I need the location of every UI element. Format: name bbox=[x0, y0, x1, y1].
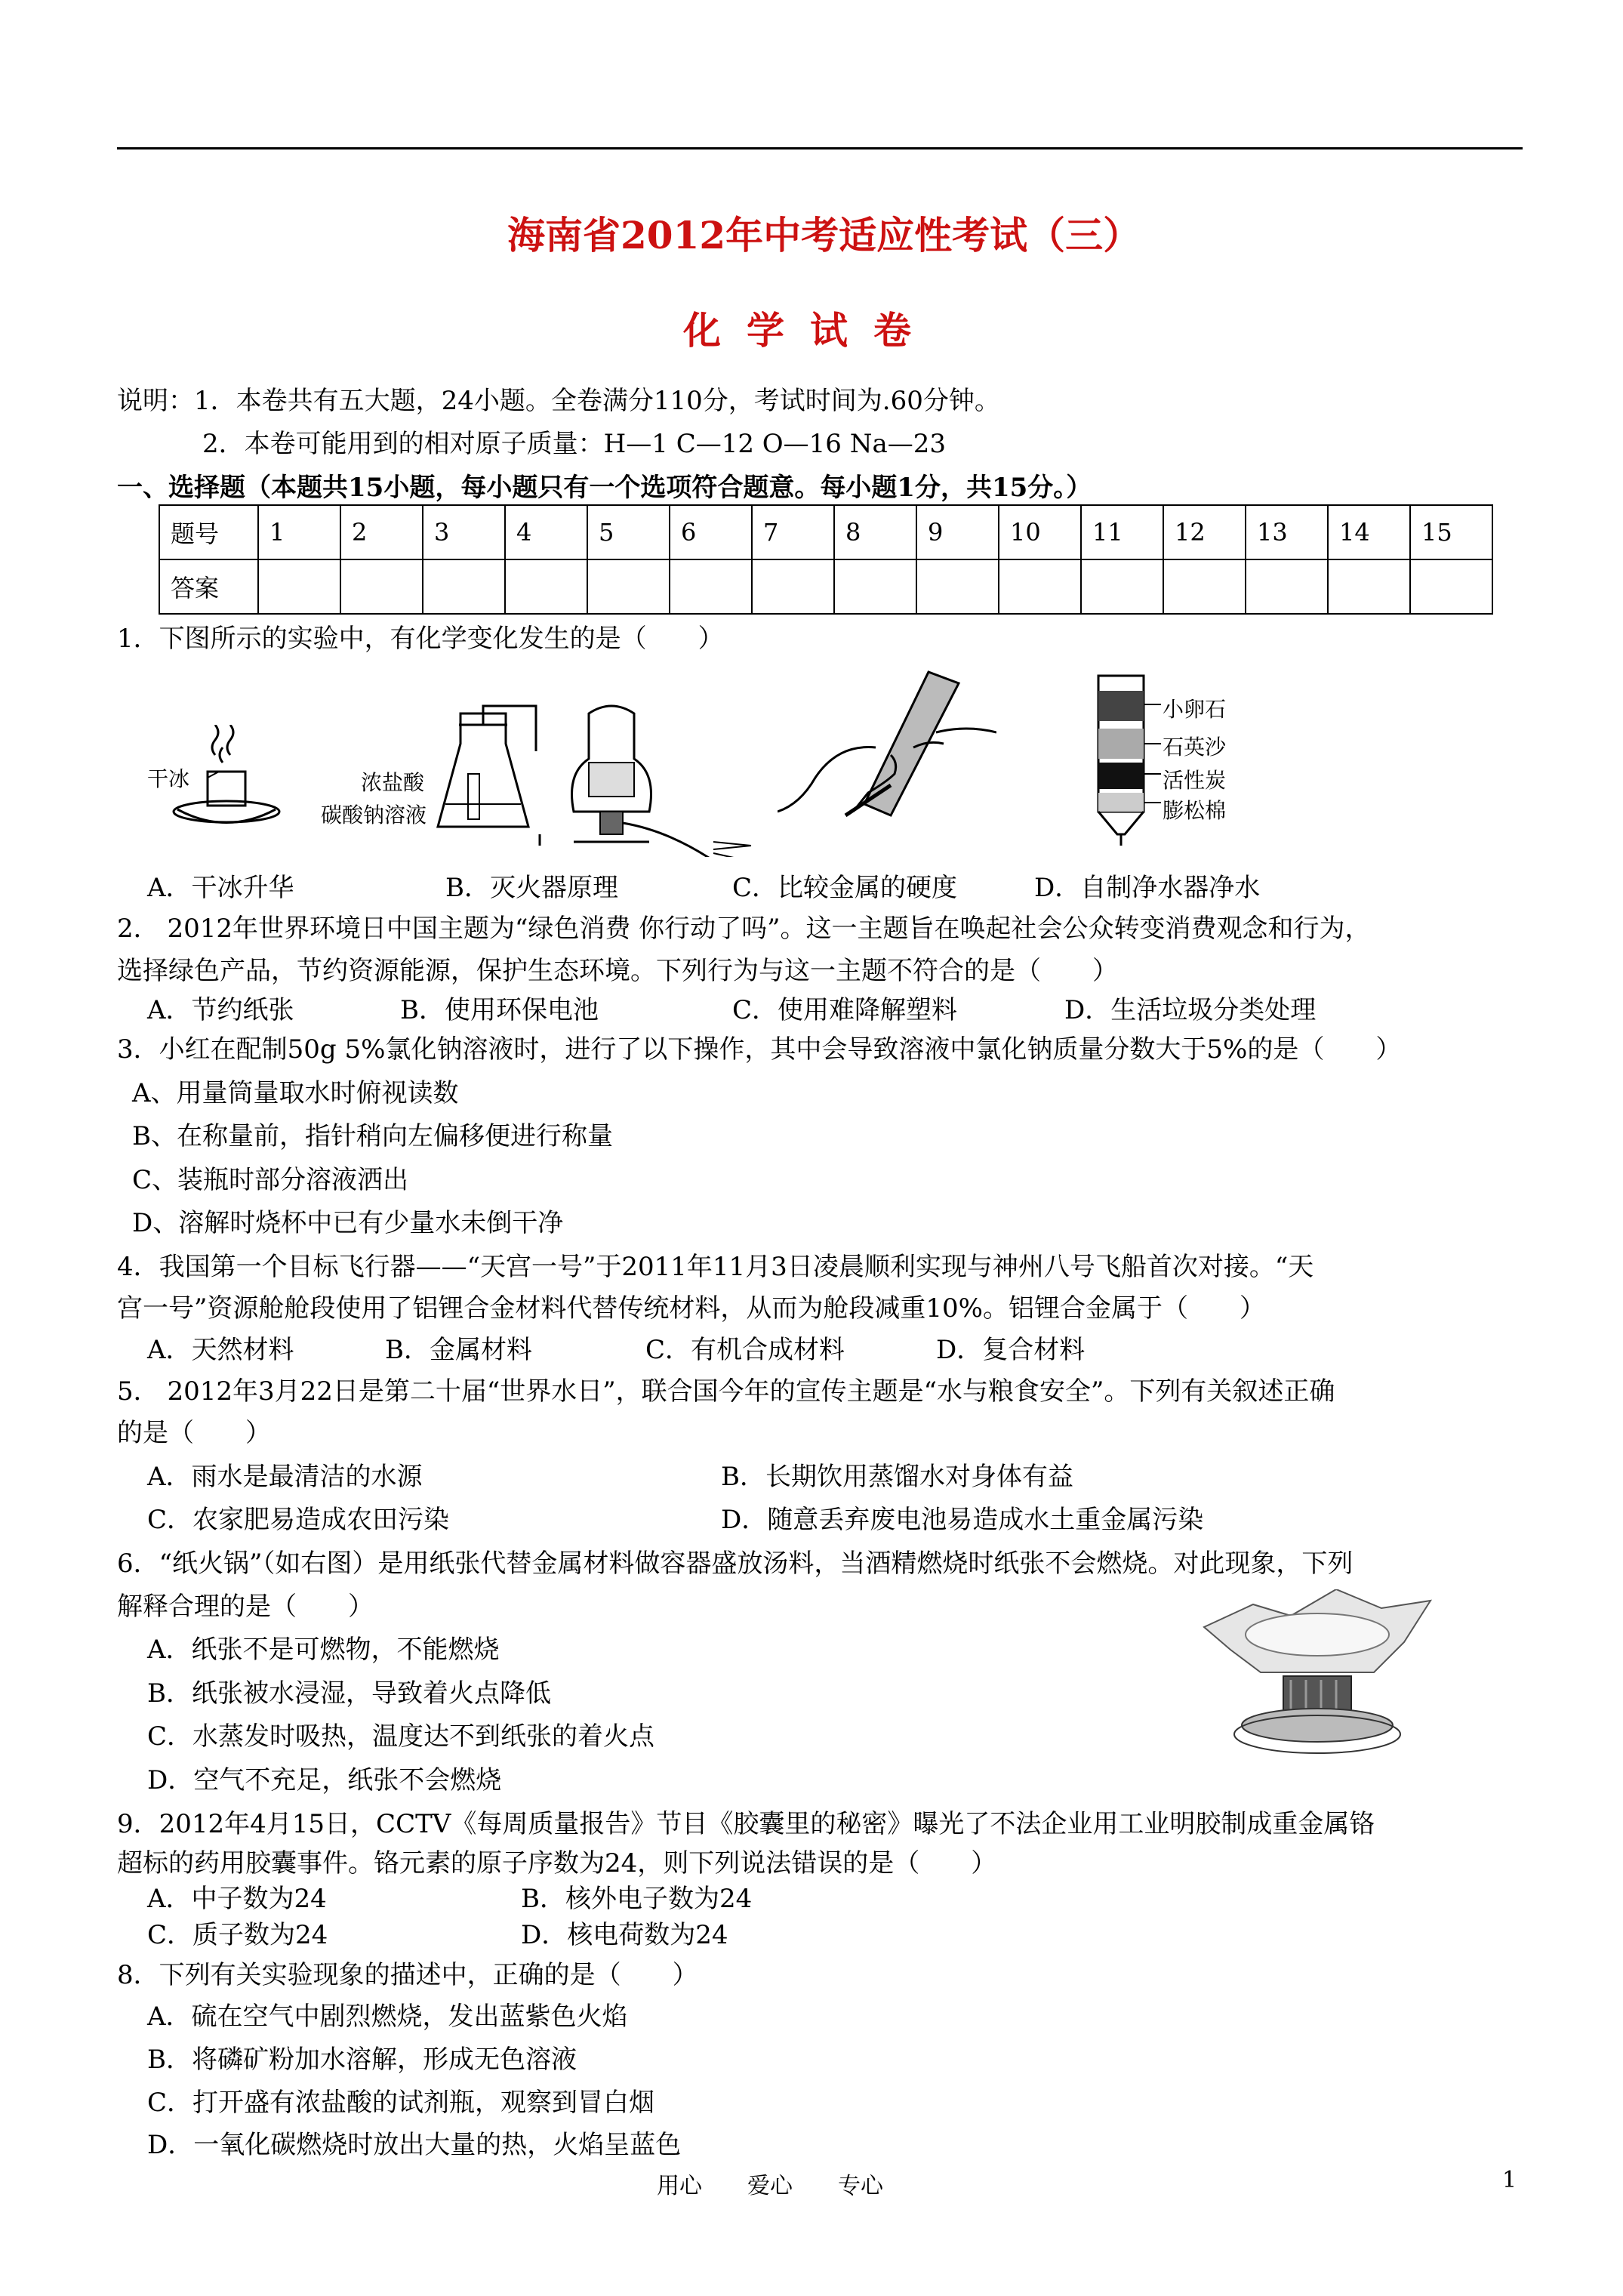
q9-option-c: C．质子数为24 bbox=[147, 1920, 328, 1950]
label-pebble: 小卵石 bbox=[1163, 697, 1227, 722]
q9-option-d: D．核电荷数为24 bbox=[521, 1920, 728, 1950]
q2-line-2: 选择绿色产品，节约资源能源，保护生态环境。下列行为与这一主题不符合的是（ ） bbox=[117, 956, 1118, 986]
top-rule bbox=[117, 147, 1523, 149]
label-hcl: 浓盐酸 bbox=[361, 770, 425, 795]
paper-hotpot-figure bbox=[1200, 1589, 1434, 1771]
q9-option-a: A．中子数为24 bbox=[147, 1884, 327, 1914]
answer-cell[interactable] bbox=[1410, 559, 1492, 614]
q8-stem: 8．下列有关实验现象的描述中，正确的是（ ） bbox=[117, 1960, 698, 1990]
q2-option-a: A．节约纸张 bbox=[147, 995, 294, 1025]
answer-cell[interactable] bbox=[1246, 559, 1328, 614]
answer-cell[interactable] bbox=[340, 559, 423, 614]
table-cell: 14 bbox=[1328, 505, 1410, 559]
label-carbon: 活性炭 bbox=[1163, 768, 1227, 793]
table-cell: 2 bbox=[340, 505, 423, 559]
section-heading: 一、选择题（本题共15小题，每小题只有一个选项符合题意。每小题1分，共15分。） bbox=[117, 473, 1092, 503]
extinguisher-figure bbox=[423, 691, 770, 857]
answer-cell[interactable] bbox=[999, 559, 1081, 614]
q5-line-1: 5． 2012年3月22日是第二十届“世界水日”，联合国今年的宣传主题是“水与粮食安全”。下列有关叙述正确 bbox=[117, 1376, 1335, 1407]
q1-option-a: A．干冰升华 bbox=[147, 873, 294, 903]
row-label-number: 题号 bbox=[159, 505, 258, 559]
answer-cell[interactable] bbox=[834, 559, 916, 614]
q2-option-c: C．使用难降解塑料 bbox=[732, 995, 958, 1025]
label-cotton: 膨松棉 bbox=[1163, 798, 1227, 823]
q9-option-b: B．核外电子数为24 bbox=[521, 1884, 753, 1914]
table-cell: 8 bbox=[834, 505, 916, 559]
q2-option-b: B．使用环保电池 bbox=[400, 995, 599, 1025]
table-cell: 1 bbox=[258, 505, 340, 559]
answer-cell[interactable] bbox=[670, 559, 752, 614]
q1-option-d: D．自制净水器净水 bbox=[1034, 873, 1261, 903]
answer-cell[interactable] bbox=[587, 559, 670, 614]
answer-cell[interactable] bbox=[258, 559, 340, 614]
q8-option-b: B．将磷矿粉加水溶解，形成无色溶液 bbox=[147, 2045, 577, 2075]
table-cell: 4 bbox=[505, 505, 587, 559]
q6-line-1: 6．“纸火锅”（如右图）是用纸张代替金属材料做容器盛放汤料，当酒精燃烧时纸张不会燃烧。对此现象，下列 bbox=[117, 1549, 1354, 1579]
answer-table bbox=[159, 504, 1493, 615]
page-number: 1 bbox=[1502, 2167, 1517, 2193]
q2-option-d: D．生活垃圾分类处理 bbox=[1064, 995, 1317, 1025]
table-cell: 12 bbox=[1163, 505, 1246, 559]
row-label-answer: 答案 bbox=[159, 559, 258, 614]
table-cell: 7 bbox=[752, 505, 834, 559]
q1-stem: 1．下图所示的实验中，有化学变化发生的是（ ） bbox=[117, 624, 724, 654]
table-cell: 11 bbox=[1081, 505, 1163, 559]
answer-cell[interactable] bbox=[1163, 559, 1246, 614]
answer-cell[interactable] bbox=[1328, 559, 1410, 614]
q3-option-a: A、用量筒量取水时俯视读数 bbox=[132, 1078, 459, 1108]
q3-option-d: D、溶解时烧杯中已有少量水未倒干净 bbox=[132, 1208, 564, 1238]
table-cell: 9 bbox=[916, 505, 999, 559]
q4-line-1: 4．我国第一个目标飞行器——“天宫一号”于2011年11月3日凌晨顺利实现与神州八号飞船首次对接。“天 bbox=[117, 1252, 1314, 1282]
q1-option-c: C．比较金属的硬度 bbox=[732, 873, 958, 903]
q9-line-1: 9．2012年4月15日，CCTV《每周质量报告》节目《胶囊里的秘密》曝光了不法企业用工业明胶制成重金属铬 bbox=[117, 1809, 1375, 1839]
q4-option-a: A．天然材料 bbox=[147, 1335, 294, 1365]
q4-option-b: B．金属材料 bbox=[385, 1335, 532, 1365]
metal-hardness-figure bbox=[778, 664, 996, 838]
notes-line-2: 2．本卷可能用到的相对原子质量：H—1 C—12 O—16 Na—23 bbox=[202, 429, 947, 459]
label-sand: 石英沙 bbox=[1163, 735, 1227, 760]
label-dry-ice: 干冰 bbox=[147, 766, 190, 791]
q8-option-c: C．打开盛有浓盐酸的试剂瓶，观察到冒白烟 bbox=[147, 2088, 655, 2118]
answer-cell[interactable] bbox=[423, 559, 505, 614]
table-cell: 13 bbox=[1246, 505, 1328, 559]
q3-option-b: B、在称量前，指针稍向左偏移便进行称量 bbox=[132, 1121, 613, 1151]
q4-option-d: D．复合材料 bbox=[936, 1335, 1086, 1365]
answer-cell[interactable] bbox=[752, 559, 834, 614]
q8-option-d: D．一氧化碳燃烧时放出大量的热，火焰呈蓝色 bbox=[147, 2130, 682, 2160]
answer-table-row-answers bbox=[159, 559, 1492, 614]
exam-title: 海南省2012年中考适应性考试（三） bbox=[507, 213, 1141, 257]
q6-option-a: A．纸张不是可燃物，不能燃烧 bbox=[147, 1635, 500, 1665]
q5-option-a: A．雨水是最清洁的水源 bbox=[147, 1462, 423, 1492]
q6-option-c: C．水蒸发时吸热，温度达不到纸张的着火点 bbox=[147, 1721, 655, 1752]
q2-line-1: 2． 2012年世界环境日中国主题为“绿色消费 你行动了吗”。这一主题旨在唤起社会公众转变消费观念和行为， bbox=[117, 914, 1371, 944]
q3-option-c: C、装瓶时部分溶液洒出 bbox=[132, 1165, 409, 1195]
q5-option-c: C．农家肥易造成农田污染 bbox=[147, 1505, 450, 1535]
notes-line-1: 说明：1．本卷共有五大题，24小题。全卷满分110分，考试时间为.60分钟。 bbox=[117, 386, 1000, 416]
q5-option-d: D．随意丢弃废电池易造成水土重金属污染 bbox=[721, 1505, 1204, 1535]
q3-stem: 3．小红在配制50g 5%氯化钠溶液时，进行了以下操作，其中会导致溶液中氯化钠质量分数大于5%的是（ ） bbox=[117, 1034, 1402, 1065]
q8-option-a: A．硫在空气中剧烈燃烧，发出蓝紫色火焰 bbox=[147, 2002, 628, 2032]
table-cell: 3 bbox=[423, 505, 505, 559]
q9-line-2: 超标的药用胶囊事件。铬元素的原子序数为24，则下列说法错误的是（ ） bbox=[117, 1848, 997, 1878]
answer-cell[interactable] bbox=[505, 559, 587, 614]
table-cell: 6 bbox=[670, 505, 752, 559]
q6-option-d: D．空气不充足，纸张不会燃烧 bbox=[147, 1765, 502, 1795]
table-cell: 10 bbox=[999, 505, 1081, 559]
table-cell: 15 bbox=[1410, 505, 1492, 559]
q1-option-b: B．灭火器原理 bbox=[445, 873, 618, 903]
q4-option-c: C．有机合成材料 bbox=[645, 1335, 845, 1365]
q6-line-2: 解释合理的是（ ） bbox=[117, 1592, 374, 1622]
answer-cell[interactable] bbox=[1081, 559, 1163, 614]
q5-line-2: 的是（ ） bbox=[117, 1418, 271, 1448]
q4-line-2: 宫一号”资源舱舱段使用了铝锂合金材料代替传统材料，从而为舱段减重10%。铝锂合金属于（ ） bbox=[117, 1293, 1265, 1324]
footer-motto: 用心 爱心 专心 bbox=[657, 2173, 883, 2199]
table-cell: 5 bbox=[587, 505, 670, 559]
label-na2co3: 碳酸钠溶液 bbox=[321, 803, 427, 827]
answer-cell[interactable] bbox=[916, 559, 999, 614]
q5-option-b: B．长期饮用蒸馏水对身体有益 bbox=[721, 1462, 1073, 1492]
answer-table-row-numbers bbox=[159, 505, 1492, 559]
q6-option-b: B．纸张被水浸湿，导致着火点降低 bbox=[147, 1678, 551, 1709]
exam-subtitle: 化学试卷 bbox=[683, 308, 937, 353]
